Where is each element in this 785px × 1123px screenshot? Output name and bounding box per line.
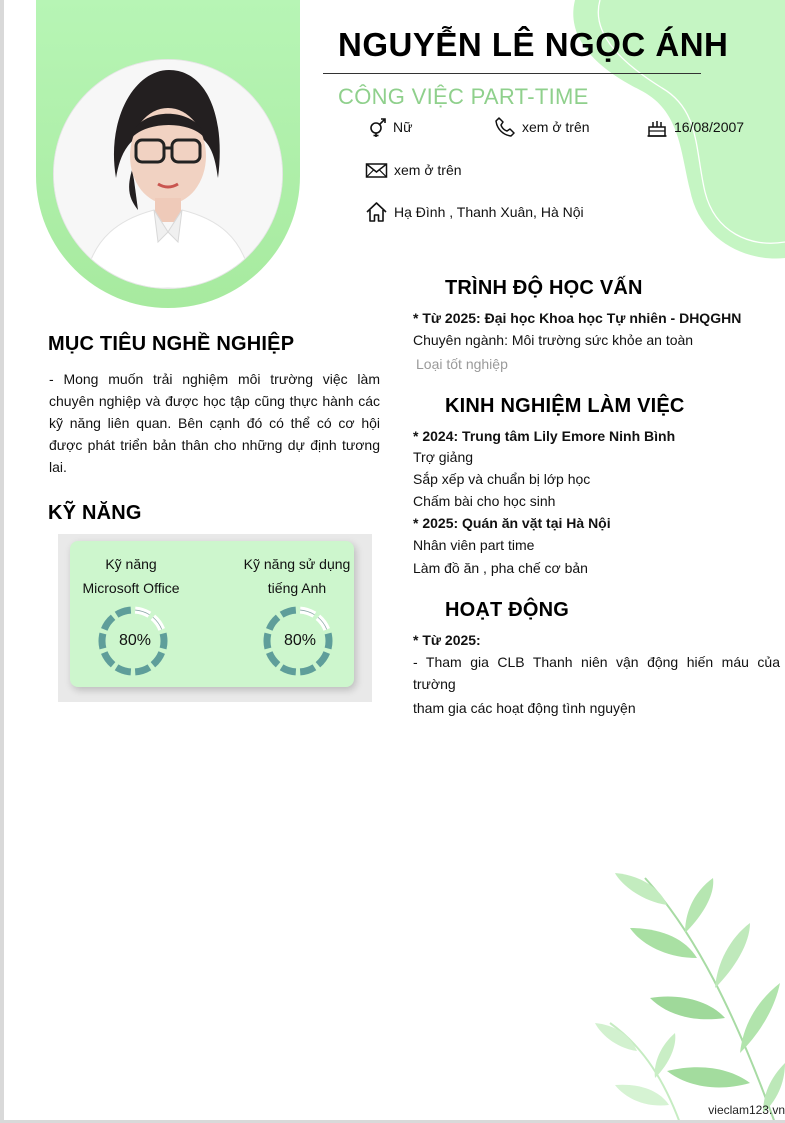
job-line: Trợ giảng [413, 449, 474, 465]
job-line: Chấm bài cho học sinh [413, 493, 556, 509]
gauge-segment-filled [135, 667, 149, 672]
activities-heading: HOẠT ĐỘNG [445, 599, 570, 621]
job-line: Nhân viên part time [413, 537, 535, 553]
gender-info [365, 116, 412, 138]
gauge-segment-filled [282, 610, 296, 615]
address-value: Hạ Đình , Thanh Xuân, Hà Nội [394, 204, 584, 220]
objective-heading: MỤC TIÊU NGHỀ NGHIỆP [48, 333, 295, 355]
gauge-segment-filled [104, 653, 113, 665]
activity-line: tham gia các hoạt động tình nguyện [413, 700, 636, 716]
objective-text: - Mong muốn trải nghiệm môi trường việc làm chuyên nghiệp và được học tập cũng thực hành các kỹ năng liên quan. Bên cạnh đó có thể có cơ hội được phát triển bản thân cho những dự định tương lai. [49, 371, 380, 475]
name-divider [323, 73, 701, 74]
envelope-icon [365, 159, 388, 181]
gauge-segment-empty [318, 617, 327, 629]
gauge-segment-filled [153, 653, 162, 665]
education-major: Chuyên ngành: Môi trường sức khỏe an toàn [413, 332, 694, 348]
footer-brand: vieclam123.vn [708, 1103, 785, 1117]
gauge-segment-empty [153, 617, 162, 629]
gauge-segment-filled [300, 667, 314, 672]
gauge-segment-filled [269, 617, 278, 629]
gauge-segment-filled [318, 653, 327, 665]
birthday-value: 16/08/2007 [674, 119, 745, 135]
gender-value: Nữ [393, 119, 413, 135]
skill-label-line2: tiếng Anh [267, 580, 327, 596]
activity-heading: * Từ 2025: [413, 632, 481, 648]
gauge-segment-empty [300, 610, 314, 615]
skill-label-office [70, 552, 192, 600]
gauge-segment-filled [117, 610, 131, 615]
page-edge-left [0, 0, 4, 1123]
gauge-segment-filled [269, 653, 278, 665]
phone-icon [494, 116, 516, 138]
address-info [365, 201, 584, 223]
skill-label-line2: Microsoft Office [82, 580, 180, 596]
job-heading: * 2024: Trung tâm Lily Emore Ninh Bình [413, 428, 676, 444]
job-heading: * 2025: Quán ăn vặt tại Hà Nội [413, 515, 611, 531]
education-heading: TRÌNH ĐỘ HỌC VẤN [445, 277, 643, 299]
phone-info [494, 116, 590, 138]
email-value: xem ở trên [394, 162, 462, 178]
home-icon [365, 201, 388, 223]
birthday-info [646, 116, 744, 138]
candidate-name: NGUYỄN LÊ NGỌC ÁNH [338, 26, 729, 63]
experience-heading: KINH NGHIỆM LÀM VIỆC [445, 395, 685, 417]
skill-percent-office: 80% [118, 632, 152, 649]
education-entry-heading: * Từ 2025: Đại học Khoa học Tự nhiên - DHQGHN [413, 310, 742, 326]
gauge-segment-empty [135, 610, 149, 615]
job-line: Sắp xếp và chuẩn bị lớp học [413, 471, 591, 487]
skill-label-line1: Kỹ năng sử dụng [243, 556, 351, 572]
activity-line: - Tham gia CLB Thanh niên vận động hiến máu của trường [413, 654, 780, 692]
skills-heading: KỸ NĂNG [48, 502, 142, 524]
email-info [365, 159, 462, 181]
skill-percent-english: 80% [283, 632, 317, 649]
birthday-cake-icon [646, 116, 668, 138]
skill-label-line1: Kỹ năng [105, 556, 157, 572]
phone-value: xem ở trên [522, 119, 590, 135]
avatar [54, 60, 282, 288]
education-grade: Loại tốt nghiệp [416, 356, 508, 372]
gauge-segment-filled [117, 667, 131, 672]
skill-label-english [232, 552, 362, 600]
leaves-decoration [585, 873, 785, 1123]
gauge-segment-filled [104, 617, 113, 629]
gender-icon [365, 116, 387, 138]
job-title: CÔNG VIỆC PART-TIME [338, 84, 589, 109]
gauge-segment-filled [282, 667, 296, 672]
job-line: Làm đồ ăn , pha chế cơ bản [413, 560, 588, 576]
